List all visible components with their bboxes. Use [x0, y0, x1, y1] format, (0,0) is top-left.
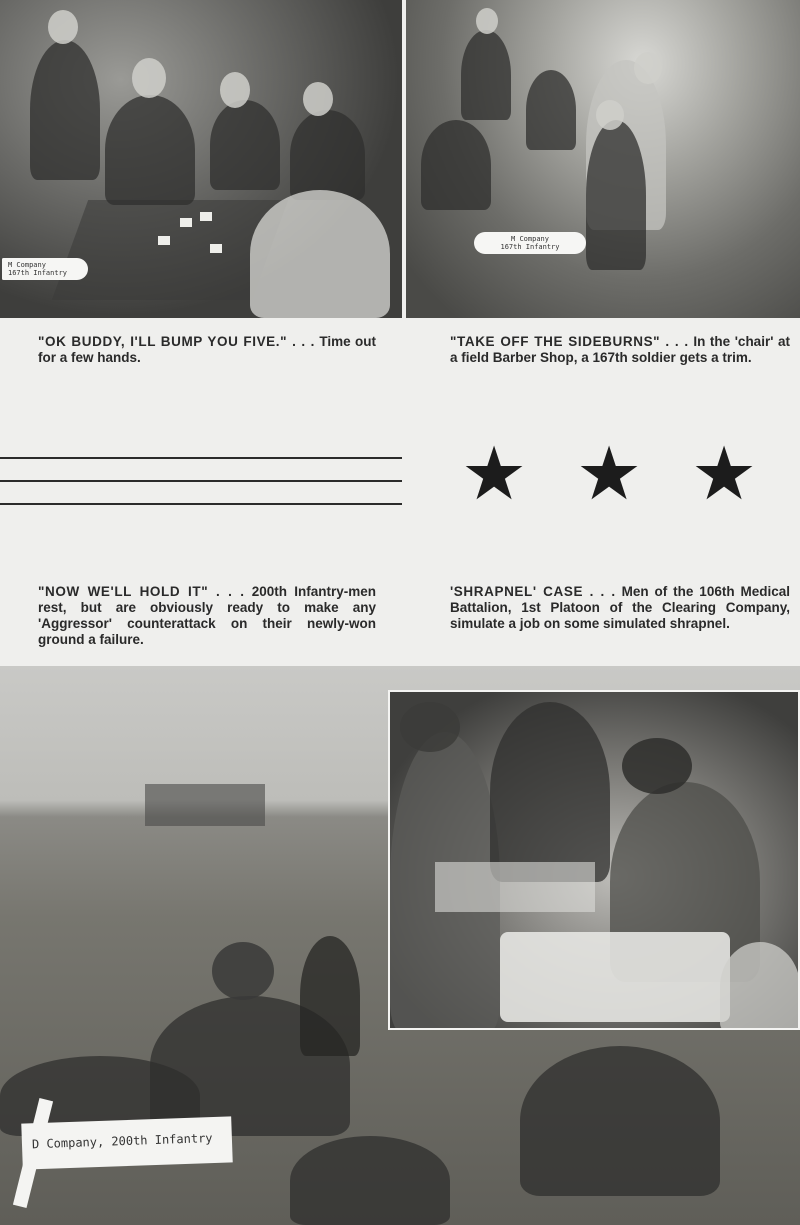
- decorative-rule: [0, 480, 402, 482]
- star-icon: ★: [575, 431, 643, 517]
- caption-hold-ground: [38, 584, 376, 648]
- field-photo-tag: D Company, 200th Infantry: [21, 1116, 232, 1169]
- caption-barber-lead: "TAKE OFF THE SIDEBURNS" . . .: [450, 334, 689, 349]
- caption-card-game: [38, 334, 376, 366]
- star-icon: ★: [690, 431, 758, 517]
- caption-shrapnel-body: Men of the 106th Medical Battalion, 1st Platoon of the Clearing Company, simulate a job on some simulated shrapnel.: [450, 584, 790, 631]
- barber-photo: [406, 0, 800, 318]
- star-icon: ★: [460, 431, 528, 517]
- caption-barber-body: In the 'chair' at a field Barber Shop, a 167th soldier gets a trim.: [450, 334, 790, 365]
- decorative-rule: [0, 457, 402, 459]
- barber-photo-tag: M Company 167th Infantry: [474, 232, 586, 254]
- caption-shrapnel-lead: 'SHRAPNEL' CASE . . .: [450, 584, 616, 599]
- caption-hold-ground-lead: "NOW WE'LL HOLD IT" . . .: [38, 584, 245, 599]
- caption-barber: [450, 334, 790, 366]
- caption-shrapnel: [450, 584, 790, 632]
- caption-card-game-lead: "OK BUDDY, I'LL BUMP YOU FIVE." . . .: [38, 334, 316, 349]
- cards-photo-tag: M Company 167th Infantry: [2, 258, 88, 280]
- decorative-rule: [0, 503, 402, 505]
- caption-card-game-body: Time out for a few hands.: [38, 334, 376, 365]
- medical-inset-photo: [388, 690, 800, 1030]
- caption-hold-ground-body: 200th Infantry-men rest, but are obviously ready to make any 'Aggressor' counterattack on their newly-won ground a failure.: [38, 584, 376, 647]
